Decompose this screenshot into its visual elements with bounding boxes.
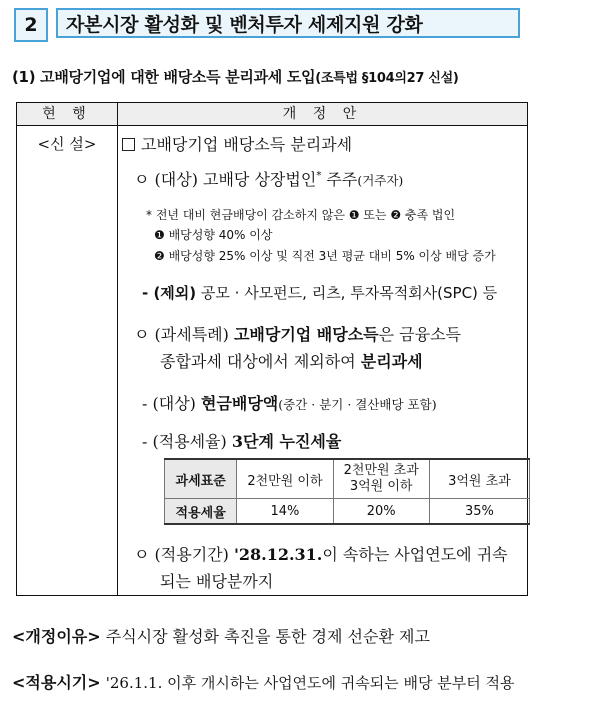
rate-line [142,429,341,452]
period-rest: 이 속하는 사업연도에 귀속 [322,545,508,564]
effective-label: <적용시기> [12,673,101,692]
target-prefix: ㅇ (대상) 고배당 상장법인 [134,170,317,189]
footnote-cond2-num: ❷ [154,249,165,263]
section-number: 2 [14,8,48,42]
revised-heading [122,132,352,155]
header-current: 현 행 [42,106,92,122]
reason-label: <개정이유> [12,627,101,646]
checkbox-icon [122,138,135,151]
footnote-cond1 [154,226,272,243]
rate-row1-c2 [333,459,429,499]
subsection-ref: (조특법 §104의27 신설) [315,71,459,86]
rate-row1-header: 과세표준 [165,459,237,499]
table-row [165,499,530,525]
rate-label: - (적용세율) [142,432,227,451]
table-header-row [17,103,527,126]
effective-text: '26.1.1. 이후 개시하는 사업연도에 귀속되는 배당 분부터 적용 [105,674,515,692]
period-bold: '28.12.31. [233,545,323,564]
subsection-title-text: (1) 고배당기업에 대한 배당소득 분리과세 도입 [12,68,316,86]
rate-row1-c2-line1: 2천만원 초과 [343,463,419,478]
header-revised: 개 정 안 [282,106,363,122]
rate-row2-c3: 35% [429,499,529,525]
revised-heading-text: 고배당기업 배당소득 분리과세 [141,135,353,154]
rate-text: 3단계 누진세율 [231,432,342,451]
tax-rate-table [164,458,530,525]
sub-target-note: (중간 · 분기 · 결산배당 포함) [278,397,437,412]
subsection-title [12,66,459,87]
rate-row2-c2: 20% [333,499,429,525]
section-title-text: 자본시장 활성화 및 벤처투자 세제지원 강화 [66,13,423,36]
special-line2 [160,349,423,372]
effective-line [12,670,515,693]
target-shareholders: 주주 [326,170,358,189]
rate-row1-c3: 3억원 초과 [429,459,529,499]
period-line1 [134,542,508,565]
special-line2-b: 분리과세 [360,352,423,371]
special-label: ㅇ (과세특례) [134,325,229,344]
sub-target-bold: 현금배당액 [200,394,279,413]
footnote-main: * 전년 대비 현금배당이 감소하지 않은 ❶ 또는 ❷ 충족 법인 [146,208,456,222]
section-title [56,8,520,38]
period-label: ㅇ (적용기간) [134,545,229,564]
reason-text: 주식시장 활성화 촉진을 통한 경제 선순환 제고 [105,627,430,646]
special-line1 [134,322,461,345]
sub-target-line [142,391,437,414]
exclusion-text: 공모 · 사모펀드, 리츠, 투자목적회사(SPC) 등 [200,284,498,302]
sub-target-label: - (대상) [142,394,196,413]
exclusion-line [142,282,497,303]
target-star: * [316,170,322,182]
rate-row2-header: 적용세율 [165,499,237,525]
current-label: <신 설> [37,135,97,153]
rate-row2-c1: 14% [237,499,333,525]
footnote-cond1-text: 배당성향 40% 이상 [168,228,273,242]
footnote-cond1-num: ❶ [154,228,165,242]
exclusion-label: - (제외) [142,284,197,302]
footnote-cond2-text: 배당성향 25% 이상 및 직전 3년 평균 대비 5% 이상 배당 증가 [168,249,496,263]
footnote-cond2 [154,247,496,264]
special-line2-a: 종합과세 대상에서 제외하여 [160,352,356,371]
table-row [165,459,530,499]
period-line2: 되는 배당분까지 [160,572,274,591]
rate-row1-c1: 2천만원 이하 [237,459,333,499]
special-rest: 은 금융소득 [378,325,462,344]
rate-row1-c2-line2: 3억원 이하 [349,479,413,494]
target-line [134,167,403,190]
column-divider [117,103,118,595]
reason-line [12,624,430,647]
special-bold: 고배당기업 배당소득 [233,325,379,344]
target-resident: (거주자) [357,173,404,188]
